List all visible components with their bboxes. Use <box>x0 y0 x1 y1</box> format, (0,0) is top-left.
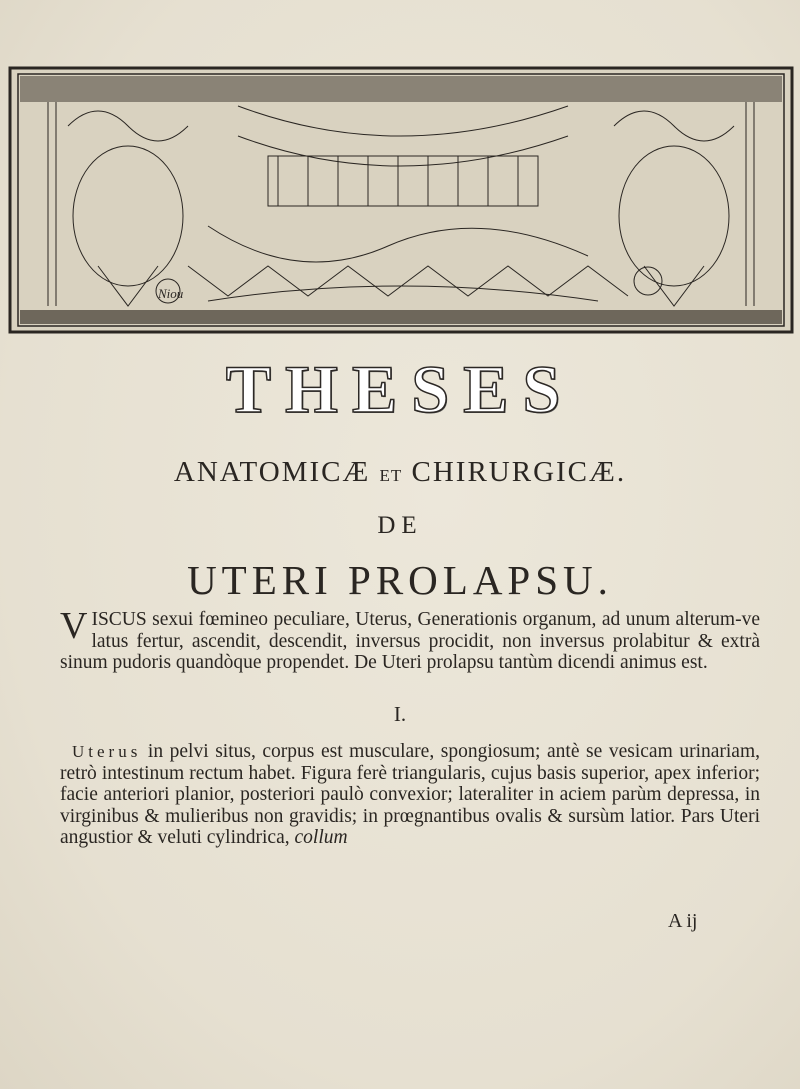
signature-mark: A ij <box>668 910 698 932</box>
catchword: collum <box>294 827 348 848</box>
thesis-paragraph <box>60 741 760 849</box>
subtitle-part2: CHIRURGICÆ. <box>411 456 627 488</box>
intro-text: ISCUS sexui fœmineo peculiare, Uterus, Generationis organum, ad unum alterum-ve latus fertur, ascendit, descendit, inversus procidit, non inversus prolabitur & extrà sinum pudoris quandòque propendet. De Uteri prolapsu tantùm dicendi animus est. <box>60 609 760 673</box>
svg-text:Niou: Niou <box>158 286 184 301</box>
thesis-text: in pelvi situs, corpus est musculare, spongiosum; antè se vesicam urinariam, retrò intestinum rectum habet. Figura ferè triangularis, cujus basis superior, apex inferior; facie anteriori planior, posteriori paulò convexior; lateraliter in aciem parùm depressa, in virginibus & mulieribus non gravidis; in prœgnantibus ovalis & sursùm latior. Pars Uteri angustior & veluti cylindrica, <box>60 741 760 848</box>
subtitle-et: ET <box>379 466 403 485</box>
subtitle <box>0 456 800 489</box>
drop-cap: V <box>60 605 88 647</box>
intro-paragraph <box>60 605 760 674</box>
section-numeral: I. <box>393 702 407 726</box>
section-heading: UTERI PROLAPSU. <box>187 557 613 603</box>
headpiece-engraving <box>8 66 794 334</box>
subtitle-part1: ANATOMICÆ <box>173 456 371 488</box>
thesis-title: THESES <box>225 351 575 427</box>
de-line: DE <box>377 512 423 539</box>
thesis-lead-word: Uterus <box>72 742 142 761</box>
